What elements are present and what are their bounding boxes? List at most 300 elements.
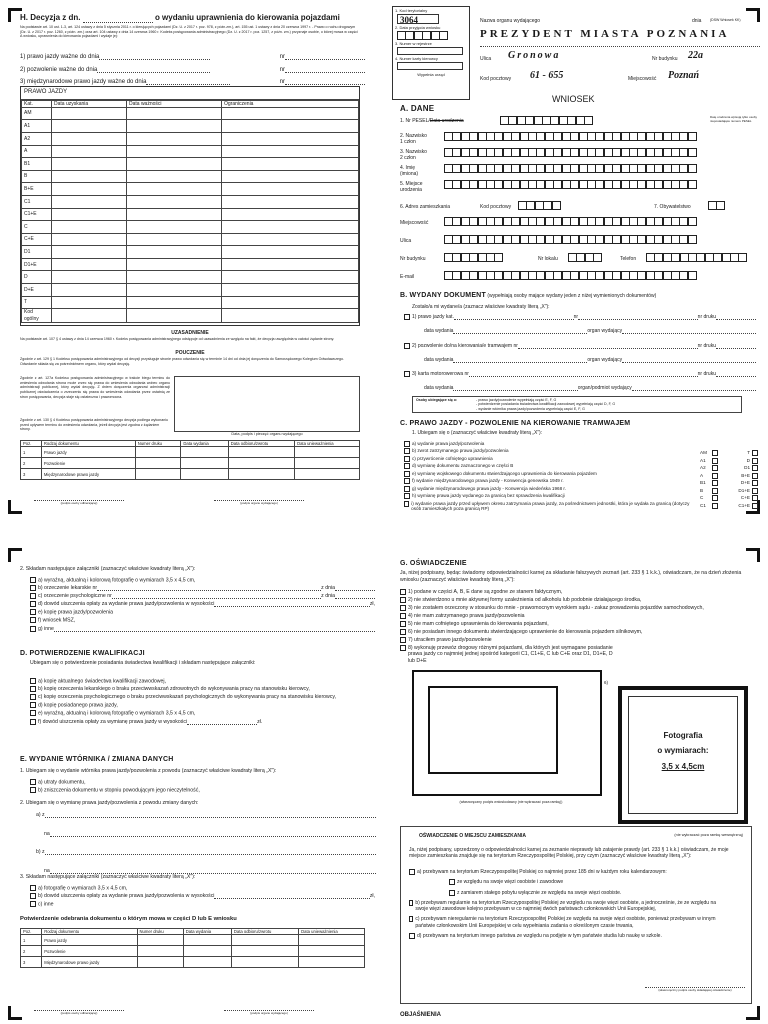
residence-box: OŚWIADCZENIE O MIEJSCU ZAMIESZKANIA (nie wykraczać poza ramkę wewnętrzną) Ja, niżej podpisany, uprzedzony o odpowiedzialności karnej za zeznanie nieprawdy lub zatajenie prawdy (art. 233 § 1 k.k.) oświadczam, że moje miejsce zamieszkania znajduje się na terytorium Rzeczypospolitej Polskiej, przy czym (zaznaczyć właściwe kwadraty literą „X”): a) przebywam na terytorium Rzeczypospolitej Polskiej co najmniej przez 185 dni w każdym roku kalendarzowym: ze względu na swoje więzi osobiste i zawodowe z zamiarem stałego pobytu wyłącznie ze względu na swoje więzi osobiste. b) przebywam regularnie na terytorium Rzeczypospolitej Polskiej ze względu na swoje więzi osobiste, a jednocześnie, że ze względu na swoje więzi zawodowe kolejno przebywam w co najmniej dwóch państwach członkowskich Unii Europejskiej, c) przebywam nieregularnie na terytorium Rzeczypospolitej Polskiej ze względu na swoje więzi osobiste, ponieważ przebywam w innym państwie członkowskim Unii Europejskiej w celu wypełniania zadania o określonym czasie trwania, d) przebywam na terytorium innego państwa ze względu na podjęte w tym państwie studia lub naukę w szkole. (własnoręczny podpis osoby składającej oświadczenie) — [400, 826, 752, 1004]
wniosek-title: WNIOSEK — [552, 94, 595, 104]
c-cat-checkbox[interactable] — [752, 458, 758, 464]
kod-terytorialny-value[interactable]: 3064 — [397, 14, 439, 24]
miejscowosc-boxes[interactable] — [444, 217, 696, 226]
c-cat-checkbox[interactable] — [712, 503, 718, 509]
label-imie: 4. Imię (imiona) — [400, 165, 419, 177]
doc-cell[interactable] — [183, 935, 231, 946]
category-code: C1 — [22, 195, 52, 208]
c-category-row — [700, 495, 760, 501]
g-item: 8) wykonuję przewóz drogowy różnymi pojazdami, dla których jest wymagane posiadanie prawa jazdy co najmniej jednej spośród kategorii C1, C1+E, C lub C+E oraz D1, D1+E, D lub D+E — [400, 645, 752, 665]
section-g-title: G. OŚWIADCZENIE — [400, 560, 467, 567]
category-cell[interactable] — [52, 284, 127, 297]
doc-row — [21, 458, 360, 469]
category-cell[interactable] — [127, 296, 222, 309]
reason-b-checkbox[interactable] — [30, 787, 36, 793]
doc-cell[interactable] — [181, 458, 228, 469]
category-cell[interactable] — [222, 233, 359, 246]
doc-poz: 2 — [21, 458, 42, 469]
category-row — [22, 120, 359, 133]
doc-cell[interactable] — [181, 447, 228, 458]
g-item: 1) podane w części A, B, E dane są zgodne ze stanem faktycznym, — [400, 589, 752, 596]
res-c-checkbox[interactable] — [409, 916, 413, 922]
label-miejsce: 5. Miejsce urodzenia — [400, 181, 423, 193]
doc-cell[interactable] — [228, 458, 294, 469]
doc-column-header: Numer druku — [135, 441, 181, 447]
signature-organ: (podpis organu wydającego) — [214, 500, 304, 506]
category-cell[interactable] — [222, 170, 359, 183]
category-row — [22, 284, 359, 297]
doc-cell[interactable] — [228, 469, 294, 480]
category-cell[interactable] — [52, 246, 127, 259]
section-b-title: B. WYDANY DOKUMENT (wypełniają osoby mające wydany jeden z niżej wymienionych dokumentów) — [400, 292, 657, 299]
category-cell[interactable] — [52, 158, 127, 171]
doc-poz: 3 — [21, 469, 42, 480]
att-e-checkbox[interactable] — [30, 609, 36, 615]
categories-table: Kat. Data uzyskania Data ważności Ograniczenia AM A1 A2 A B1 B B+E C1 C1+E C C+E D1 D1+E D D+E T Kod ogólny — [21, 100, 359, 323]
doc-cell[interactable] — [231, 935, 298, 946]
imie-boxes[interactable] — [444, 164, 696, 173]
g-item: 6) nie posiadam innego dokumentu stwierdzającego uprawnienie do kierowania pojazdem silnikowym, — [400, 629, 752, 636]
c-cat-checkbox[interactable] — [752, 480, 758, 486]
doc-row — [21, 447, 360, 458]
doc-poz: 1 — [21, 935, 42, 946]
c-item-checkbox[interactable] — [404, 501, 409, 507]
photo-frame[interactable]: Fotografia o wymiarach: 3,5 x 4,5cm — [618, 686, 748, 824]
category-cell[interactable] — [222, 132, 359, 145]
category-cell[interactable] — [127, 195, 222, 208]
g-item: 5) nie mam cofniętego uprawnienia do kierowania pojazdami, — [400, 621, 752, 628]
category-cell[interactable] — [222, 284, 359, 297]
category-row — [22, 132, 359, 145]
category-code: C+E — [22, 233, 52, 246]
doc-poz: 1 — [21, 447, 42, 458]
category-cell[interactable] — [127, 246, 222, 259]
miejsce-boxes[interactable] — [444, 180, 696, 189]
category-cell[interactable] — [127, 158, 222, 171]
doc-type: Międzynarodowe prawo jazdy — [41, 469, 135, 480]
section-h-items: 1) prawo jazdy ważne do dnia nr 2) pozwolenie ważne do dnia nr 3) międzynarodowe prawo jazdy ważne do dnia nr — [20, 54, 365, 87]
c-category-row — [700, 480, 760, 486]
doc-cell[interactable] — [228, 447, 294, 458]
c-cat-right: D — [734, 458, 760, 464]
organ-label: Nazwa organu wydającego — [480, 18, 541, 24]
c-cat-left: B1 — [700, 480, 720, 486]
c-cat-right: D+E — [734, 480, 760, 486]
doc-cell[interactable] — [183, 946, 231, 957]
valid-until-field[interactable] — [99, 54, 209, 60]
ulica-boxes[interactable] — [444, 235, 696, 244]
b2-checkbox[interactable] — [404, 343, 410, 349]
doc-column-header: Data wydania — [181, 441, 228, 447]
section-c-title: C. PRAWO JAZDY - POZWOLENIE NA KIEROWANIE TRAMWAJEM — [400, 420, 631, 427]
category-row — [22, 107, 359, 120]
doc-column-header: Data unieważnienia — [295, 441, 360, 447]
c-cat-checkbox[interactable] — [712, 488, 718, 494]
nazwisko1-boxes[interactable] — [444, 132, 696, 141]
ulica-value[interactable]: Gronowa — [508, 50, 561, 61]
label-nazwisko1: 2. Nazwisko 1 człon — [400, 133, 427, 145]
e-att-c-checkbox[interactable] — [30, 901, 36, 907]
doc-cell[interactable] — [135, 458, 181, 469]
item-miedzynarodowe: 3) międzynarodowe prawo jazdy ważne do dnia — [20, 79, 147, 85]
doc-column-header: Data odbioru/zwrotu — [231, 929, 298, 935]
category-cell[interactable] — [127, 284, 222, 297]
c-cat-checkbox[interactable] — [712, 480, 718, 486]
category-row — [22, 258, 359, 271]
g-item-checkbox[interactable] — [400, 589, 406, 595]
category-code: D — [22, 271, 52, 284]
category-cell[interactable] — [127, 233, 222, 246]
c-cat-left: A — [700, 473, 720, 479]
doc-row — [21, 957, 365, 968]
sections-e-d: 2. Składam następujące załączniki (zaznaczyć właściwe kwadraty literą „X”): a) wyraźną, aktualną i kolorową fotografię o wymiarach 3,5 x 4,5 cm, b) orzeczenie lekarskie nr z dnia c) orzeczenie psychologiczne nr z dnia d) dowód uiszczenia opłaty za wydanie prawa jazdy/pozwolenia w wysokości zł, e) kopię prawa jazdy/pozwolenia f) wniosek MSZ, g) inne D. POTWIERDZENIE KWALIFIKACJI Ubiegam się o potwierdzenie posiadania świadectwa kwalifikacji i składam następujące załączniki: a) kopię aktualnego świadectwa kwalifikacji zawodowej, b) kopię orzeczenia lekarskiego o braku przeciwwskazań zdrowotnych do wykonywania pracy na stanowisku kierowcy, c) kopię orzeczenia psychologicznego o braku przeciwwskazań psychologicznych do wykonywania pracy na stanowisku kierowcy, d) kopię posiadanego prawa jazdy, e) wyraźną, aktualną i kolorową fotografię o wymiarach 3,5 x 4,5 cm, f) dowód uiszczenia opłaty za wymianę prawa jazdy w wysokości zł. E. WYDANIE WTÓRNIKA / ZMIANA DANYCH 1. Ubiegam się o wydanie wtórnika prawa jazdy/pozwolenia z powodu (zaznaczyć właściwe kwadraty literą „X”): a) utraty dokumentu, b) zniszczenia dokumentu w stopniu powodującym jego nieczytelność, 2. Ubiegam się o wymianę prawa jazdy/pozwolenia z powodu zmiany danych: a) z na b) z na 3. Składam następujące załączniki (zaznaczyć właściwe kwadraty literą „X”): a) fotografię o wymiarach 3,5 x 4,5 cm, b) dowód uiszczenia opłaty za wydanie prawa jazdy/pozwolenia w wysokości zł, c) inne Potwierdzenie odebrania dokumentu o którym mowa w części D lub E wniosku Poz. Rodzaj dokumentu Numer druku Data wydania Data odbioru/zwrotu Data unieważnienia 1 Prawo jazdy 2 Pozwolenie 3 Międzynarodowe prawo jazdy (podpis osoby odbierającej) (podpis organu wydającego) — [20, 566, 375, 1015]
category-cell[interactable] — [52, 183, 127, 196]
uzasadnienie-text: Na podstawie art. 107 § 4 ustawy z dnia 14 czerwca 1960 r. Kodeks postępowania administracyjnego odstępuje od uzasadnienia ze względu na fakt, że decyzja uwzględnia w całości żądanie strony. — [20, 337, 335, 341]
section-e-attachments: a) fotografię o wymiarach 3,5 x 4,5 cm, b) dowód uiszczenia opłaty za wydanie prawa jazdy/pozwolenia w wysokości zł, c) inne — [30, 883, 375, 908]
c-cat-checkbox[interactable] — [712, 458, 718, 464]
documents-table-h — [20, 440, 360, 480]
c-cat-right: B+E — [734, 473, 760, 479]
category-cell[interactable] — [127, 309, 222, 323]
att-b-checkbox[interactable] — [30, 585, 36, 591]
b3-checkbox[interactable] — [404, 371, 410, 377]
category-cell[interactable] — [52, 145, 127, 158]
c-item: c) przywrócenie cofniętego uprawnienia — [404, 456, 694, 462]
category-cell[interactable] — [222, 145, 359, 158]
category-cell[interactable] — [222, 246, 359, 259]
category-code: D+E — [22, 284, 52, 297]
category-cell[interactable] — [222, 120, 359, 133]
c-item-checkbox[interactable] — [404, 463, 410, 469]
c-category-row — [700, 450, 760, 456]
c-item-checkbox[interactable] — [404, 486, 410, 492]
c-cat-right: D1 — [734, 465, 760, 471]
section-h — [14, 10, 382, 505]
category-code: B — [22, 170, 52, 183]
category-cell[interactable] — [52, 195, 127, 208]
doc-cell[interactable] — [231, 946, 298, 957]
signature-organ-e: (podpis organu wydającego) — [224, 1010, 314, 1016]
doc-cell[interactable] — [137, 935, 183, 946]
category-code: C — [22, 221, 52, 234]
category-cell[interactable] — [52, 258, 127, 271]
category-cell[interactable] — [52, 233, 127, 246]
nr-lokalu-boxes[interactable] — [568, 253, 602, 262]
doc-column-header: Poz. — [21, 441, 42, 447]
doc-cell[interactable] — [299, 935, 365, 946]
doc-column-header: Data odbioru/zwrotu — [228, 441, 294, 447]
c-cat-checkbox[interactable] — [752, 465, 758, 471]
res-a1-checkbox[interactable] — [449, 879, 455, 885]
category-cell[interactable] — [222, 107, 359, 120]
category-row — [22, 221, 359, 234]
category-cell[interactable] — [52, 208, 127, 221]
category-row — [22, 271, 359, 284]
category-cell[interactable] — [127, 183, 222, 196]
att-c-checkbox[interactable] — [30, 593, 36, 599]
category-code: AM — [22, 107, 52, 120]
b1-checkbox[interactable] — [404, 314, 410, 320]
numer-rejestru-field[interactable] — [397, 47, 463, 55]
reason-a-checkbox[interactable] — [30, 779, 36, 785]
nr-budynku-boxes[interactable] — [444, 253, 503, 262]
section-g-list — [400, 587, 752, 664]
category-row — [22, 208, 359, 221]
category-row — [22, 246, 359, 259]
telefon-boxes[interactable] — [646, 253, 747, 262]
category-row — [22, 158, 359, 171]
e-att-a-checkbox[interactable] — [30, 885, 36, 891]
category-cell[interactable] — [127, 107, 222, 120]
c-item-checkbox[interactable] — [404, 456, 410, 462]
category-cell[interactable] — [127, 120, 222, 133]
signature-caption: (własnoręczny podpis wnioskodawcy (nie wykraczać poza ramkę)) — [459, 800, 563, 804]
attachments-list: a) wyraźną, aktualną i kolorową fotografię o wymiarach 3,5 x 4,5 cm, b) orzeczenie lekarskie nr z dnia c) orzeczenie psychologiczne nr z dnia d) dowód uiszczenia opłaty za wydanie prawa jazdy/pozwolenia w wysokości zł, e) kopię prawa jazdy/pozwolenia f) wniosek MSZ, g) inne — [30, 575, 375, 632]
c-item: d) wymianę dokumentu zaznaczonego w części B — [404, 463, 694, 469]
osoby-box: Osoby ubiegające się o: - prawo jazdy/pozwolenie wypełniają część E, F, G - potwierdzenie posiadania świadectwa kwalifikacji zawodowej wypełniają część D, F, G - wydanie wtórnika prawa jazdy/pozwolenia wypełniają część E, F, G — [412, 396, 742, 413]
c-category-row — [700, 473, 760, 479]
signature-frame[interactable] — [412, 670, 602, 796]
c-cat-left: A1 — [700, 458, 720, 464]
item-prawo-jazdy: 1) prawo jazdy ważne do dnia — [20, 54, 100, 60]
category-cell[interactable] — [222, 309, 359, 323]
doc-cell[interactable] — [295, 458, 360, 469]
c-category-row — [700, 458, 760, 464]
c-item: a) wydanie prawa jazdy/pozwolenia — [404, 441, 694, 447]
doc-cell[interactable] — [135, 447, 181, 458]
category-code: D1 — [22, 246, 52, 259]
section-h-legal: Na podstawie art. 10 ust. 1-3, art. 124 ustawy z dnia 5 stycznia 2011 r. o kierujących pojazdami (Dz. U. z 2017 r. poz. 978, z późn.zm.), art. 155 ust. 1 ustawy z dnia 20 czerwca 1997 r. - Prawo o ruchu drogowym (Dz. U. z 2017 r. poz. 1260, z późn. zm.) oraz art. 104 ustawy z dnia 14 czerwca 1960 r. Kodeks postępowania administracyjnego (Dz. U. z 2017 r. poz. 1257, z późn. zm.) przyznaje osobie, o której mowa w części A wniosku, uprawnienia do kierowania pojazdami i wydaje jej: — [20, 25, 358, 39]
doc-type: Prawo jazdy — [42, 935, 137, 946]
doc-column-header: Numer druku — [137, 929, 183, 935]
c-item-checkbox[interactable] — [404, 478, 410, 484]
pouczenie-title: POUCZENIE — [175, 350, 205, 356]
d-d-checkbox[interactable] — [30, 702, 36, 708]
category-cell[interactable] — [222, 183, 359, 196]
category-cell[interactable] — [52, 132, 127, 145]
category-cell[interactable] — [127, 132, 222, 145]
c-cat-left: AM — [700, 450, 720, 456]
g-item-checkbox[interactable] — [400, 637, 406, 643]
c-cat-right: T — [734, 450, 760, 456]
category-row — [22, 145, 359, 158]
category-cell[interactable] — [52, 170, 127, 183]
c-item: i) wydanie prawa jazdy przed upływem okresu zatrzymania prawa jazdy, za pośrednictwem jednostki, która je wydała za granicą (dotyczy osób zamieszkałych poza granicą RP) — [404, 501, 694, 512]
pouczenie-2: Zgodnie z art. 127a Kodeksu postępowania administracyjnego w trakcie biegu terminu do wniesienia odwołania strona może zrzec się prawa do wniesienia odwołania wobec organu administracji publicznej, który wydał decyzję. Z dniem doręczenia organowi administracji publicznej oświadczenia o zrzeczeniu się prawa do wniesienia odwołania przez ostatnią ze stron postępowania, decyzja staje się ostateczna i prawomocna. — [20, 376, 170, 399]
c-item-checkbox[interactable] — [404, 441, 410, 447]
doc-column-header: Rodzaj dokumentu — [42, 929, 137, 935]
section-d-title: D. POTWIERDZENIE KWALIFIKACJI — [20, 650, 145, 657]
pesel-label: 1. Nr PESEL/Data urodzenia — [400, 118, 464, 124]
c-item-checkbox[interactable] — [404, 448, 410, 454]
section-a-title: A. DANE — [400, 104, 435, 113]
category-row — [22, 183, 359, 196]
zmiana-danych: a) z na b) z na — [36, 812, 376, 874]
category-cell[interactable] — [52, 221, 127, 234]
category-cell[interactable] — [222, 296, 359, 309]
g-item-checkbox[interactable] — [400, 629, 406, 635]
section-c-categories — [700, 450, 760, 510]
pesel-boxes[interactable] — [500, 116, 592, 125]
doc-column-header: Poz. — [21, 929, 42, 935]
doc-cell[interactable] — [295, 469, 360, 480]
reasons-list: a) utraty dokumentu, b) zniszczenia dokumentu w stopniu powodującym jego nieczytelność, — [30, 777, 200, 794]
category-cell[interactable] — [222, 158, 359, 171]
doc-cell[interactable] — [231, 957, 298, 968]
section-h-title: H. Decyzja z dn. o wydaniu uprawnienia do kierowania pojazdami — [20, 13, 340, 22]
email-boxes[interactable] — [444, 271, 696, 280]
pouczenie-3: Zgodnie z art. 130 § 4 Kodeksu postępowania administracyjnego decyzja podlega wykonaniu przed upływem terminu do wniesienia odwołania, jeżeli decyzja jest zgodna z żądaniem strony. — [20, 418, 169, 432]
residence-options: a) przebywam na terytorium Rzeczypospolitej Polskiej co najmniej przez 185 dni w każdym roku kalendarzowym: ze względu na swoje więzi osobiste i zawodowe z zamiarem stałego pobytu wyłącznie ze względu na swoje więzi osobiste. b) przebywam regularnie na terytorium Rzeczypospolitej Polskiej ze względu na swoje więzi osobiste, a jednocześnie, że ze względu na swoje więzi zawodowe kolejno przebywam w co najmniej dwóch państwach członkowskich Unii Europejskiej, c) przebywam nieregularnie na terytorium Rzeczypospolitej Polskiej ze względu na swoje więzi osobiste, ponieważ przebywam w innym państwie członkowskim Unii Europejskiej w celu wypełniania zadania o określonym czasie trwania, d) przebywam na terytorium innego państwa ze względu na podjęte w tym państwie studia lub naukę w szkole. — [409, 869, 729, 939]
data-przyjecia-boxes[interactable] — [397, 31, 447, 40]
doc-cell[interactable] — [299, 946, 365, 957]
c-item: b) zwrot zatrzymanego prawa jazdy/pozwolenia — [404, 448, 694, 454]
g-item-checkbox[interactable] — [400, 621, 406, 627]
c-item: g) wydanie międzynarodowego prawa jazdy - Konwencja wiedeńska 1968 r. — [404, 486, 694, 492]
e-att-b-checkbox[interactable] — [30, 893, 36, 899]
adres-kod-boxes[interactable] — [518, 201, 560, 210]
signature-receiver: (podpis osoby odbierającej) — [34, 500, 124, 506]
pouczenie-1: Zgodnie z art. 129 § 1 Kodeksu postępowania administracyjnego od decyzji przysługuje stronie prawo odwołania się w terminie 14 dni od dnia jej doręczenia do Samorządowego Kolegium Odwoławczego. Odwołanie składa się za pośrednictwem organu, który wydał decyzję. — [20, 357, 345, 366]
res-a2-checkbox[interactable] — [449, 890, 455, 896]
d-b-checkbox[interactable] — [30, 686, 36, 692]
att-d-checkbox[interactable] — [30, 601, 36, 607]
c-cat-left: C — [700, 495, 720, 501]
signature-receiver-e: (podpis osoby odbierającej) — [34, 1010, 124, 1016]
category-cell[interactable] — [52, 107, 127, 120]
category-cell[interactable] — [127, 145, 222, 158]
c-category-row — [700, 503, 760, 509]
d-c-checkbox[interactable] — [30, 694, 36, 700]
sections-g: G. OŚWIADCZENIE Ja, niżej podpisany, będąc świadomy odpowiedzialności karnej za składanie fałszywych zeznań (art. 233 § 1 k.k.), oświadczam, że na dzień złożenia wniosku (zaznaczyć właściwe kwadraty literą „X”): 1) podane w części A, B, E dane są zgodne ze stanem faktycznym, 2) nie stwierdzono u mnie aktywnej formy uzależnienia od alkoholu lub podobnie działającego środka, 3) nie zostałem orzeczony w stosunku do mnie - prawomocnym wyrokiem sądu - zakaz prowadzenia pojazdów samochodowych, 4) nie mam zatrzymanego prawa jazdy/pozwolenia 5) nie mam cofniętego uprawnienia do kierowania pojazdami, 6) nie posiadam innego dokumentu stwierdzającego uprawnienie do kierowania pojazdem silnikowym, 7) utraciłem prawo jazdy/pozwolenie 8) wykonuję przewóz drogowy różnymi pojazdami, dla których jest wymagane posiadanie prawa jazdy co najmniej jednej spośród kategorii C1, C1+E, C lub C+E oraz D1, D1+E, D lub D+E 6) Fotografia o wymiarach: 3,5 x 4,5cm (własnoręczny podpis wnioskodawcy (nie wykraczać poza ramkę)) OŚWIADCZENIE O MIEJSCU ZAMIESZKANIA (nie wykraczać poza ramkę wewnętrzną) Ja, niżej podpisany, uprzedzony o odpowiedzialności karnej za zeznanie nieprawdy lub zatajenie prawdy (art. 233 § 1 k.k.) oświadczam, że moje miejsce zamieszkania znajduje się na terytorium Rzeczypospolitej Polskiej, przy czym (zaznaczyć właściwe kwadraty literą „X”): a) przebywam na terytorium Rzeczypospolitej Polskiej co najmniej przez 185 dni w każdym roku kalendarzowym: ze względu na swoje więzi osobiste i zawodowe z zamiarem stałego pobytu wyłącznie ze względu na swoje więzi osobiste. b) przebywam regularnie na terytorium Rzeczypospolitej Polskiej ze względu na swoje więzi osobiste, a jednocześnie, że ze względu na swoje więzi zawodowe kolejno przebywam w co najmniej dwóch państwach członkowskich Unii Europejskiej, c) przebywam nieregularnie na terytorium Rzeczypospolitej Polskiej ze względu na swoje więzi osobiste, ponieważ przebywam w innym państwie członkowskim Unii Europejskiej w celu wypełniania zadania o określonym czasie trwania, d) przebywam na terytorium innego państwa ze względu na podjęte w tym państwie studia lub naukę w szkole. (własnoręczny podpis osoby składającej oświadczenie) OBJAŚNIENIA — [392, 556, 762, 1024]
doc-cell[interactable] — [183, 957, 231, 968]
nr-budynku-value[interactable]: 22a — [688, 50, 703, 61]
category-code: B+E — [22, 183, 52, 196]
potwierdzenie-title: Potwierdzenie odebrania dokumentu o którym mowa w części D lub E wniosku — [20, 916, 237, 922]
c-cat-checkbox[interactable] — [712, 465, 718, 471]
category-cell[interactable] — [52, 120, 127, 133]
att-a-checkbox[interactable] — [30, 577, 36, 583]
c-cat-checkbox[interactable] — [752, 503, 758, 509]
organ-name[interactable]: PREZYDENT MIASTA POZNANIA — [480, 28, 730, 40]
c-cat-checkbox[interactable] — [712, 450, 718, 456]
doc-cell[interactable] — [137, 957, 183, 968]
c-item: f) wydanie międzynarodowego prawa jazdy - Konwencja genewska 1949 r. — [404, 478, 694, 484]
g-item-checkbox[interactable] — [400, 605, 406, 611]
c-category-row — [700, 465, 760, 471]
category-cell[interactable] — [52, 309, 127, 323]
doc-cell[interactable] — [181, 469, 228, 480]
miejscowosc-value[interactable]: Poznań — [668, 70, 700, 81]
category-code: D1+E — [22, 258, 52, 271]
category-code: A — [22, 145, 52, 158]
category-code: C1+E — [22, 208, 52, 221]
category-cell[interactable] — [52, 296, 127, 309]
category-code: B1 — [22, 158, 52, 171]
c-item: h) wymianę prawa jazdy wydanego za granicą bez sprawdzenia kwalifikacji — [404, 493, 694, 499]
res-d-checkbox[interactable] — [409, 933, 415, 939]
doc-cell[interactable] — [135, 469, 181, 480]
c-item-checkbox[interactable] — [404, 493, 410, 499]
objasnienia-title: OBJAŚNIENIA — [400, 1012, 442, 1018]
office-use-box: 1. Kod terytorialny 3064 2. Data przyjęcia wniosku 3. Numer w rejestrze 4. Numer karty kierowcy Wypełnia urząd — [392, 6, 470, 100]
section-b-list: 1) prawo jazdy kat. nr nr druku data wydania organ wydający 2) pozwolenie do/na kierowania/e tramwajem nr nr druku data wydania organ wydający 3) karta motorowerowa nr nr druku data wydania organ/podmiot wydający — [404, 314, 756, 392]
c-cat-right: C+E — [734, 495, 760, 501]
category-cell[interactable] — [127, 258, 222, 271]
res-a-checkbox[interactable] — [409, 869, 415, 875]
c-cat-checkbox[interactable] — [712, 495, 718, 501]
category-cell[interactable] — [222, 271, 359, 284]
doc-type: Pozwolenie — [41, 458, 135, 469]
residence-signature: (własnoręczny podpis osoby składającej oświadczenie) — [645, 987, 745, 993]
category-cell[interactable] — [52, 271, 127, 284]
doc-type: Międzynarodowe prawo jazdy — [42, 957, 137, 968]
c-cat-checkbox[interactable] — [752, 473, 758, 479]
c-item-checkbox[interactable] — [404, 471, 410, 477]
d-e-checkbox[interactable] — [30, 710, 36, 716]
c-item: e) wymianę wojskowego dokumentu stwierdzającego uprawnienia do kierowania pojazdem — [404, 471, 694, 477]
c-cat-right: D1+E — [734, 488, 760, 494]
d-a-checkbox[interactable] — [30, 678, 36, 684]
c-cat-checkbox[interactable] — [752, 495, 758, 501]
doc-poz: 2 — [21, 946, 42, 957]
g-item: 7) utraciłem prawo jazdy/pozwolenie — [400, 637, 752, 644]
kod-pocztowy-value[interactable]: 61 - 655 — [530, 70, 564, 81]
c-cat-checkbox[interactable] — [712, 473, 718, 479]
res-b-checkbox[interactable] — [409, 900, 413, 906]
category-cell[interactable] — [127, 271, 222, 284]
doc-cell[interactable] — [299, 957, 365, 968]
att-f-checkbox[interactable] — [30, 617, 36, 623]
g-item-checkbox[interactable] — [400, 645, 406, 651]
category-row — [22, 233, 359, 246]
stamp-box[interactable] — [174, 376, 360, 432]
numer-karty-field[interactable] — [397, 62, 463, 70]
category-cell[interactable] — [222, 208, 359, 221]
category-cell[interactable] — [127, 170, 222, 183]
category-cell[interactable] — [127, 221, 222, 234]
doc-cell[interactable] — [137, 946, 183, 957]
section-c-list — [404, 439, 694, 512]
c-cat-left: B — [700, 488, 720, 494]
documents-table-e — [20, 928, 365, 968]
doc-cell[interactable] — [295, 447, 360, 458]
g-item-checkbox[interactable] — [400, 613, 406, 619]
category-cell[interactable] — [222, 195, 359, 208]
c-cat-checkbox[interactable] — [752, 488, 758, 494]
doc-column-header: Data unieważnienia — [299, 929, 365, 935]
category-row — [22, 296, 359, 309]
category-code: T — [22, 296, 52, 309]
category-code: Kod ogólny — [22, 309, 52, 323]
category-code: A1 — [22, 120, 52, 133]
doc-type: Pozwolenie — [42, 946, 137, 957]
obywatelstwo-boxes[interactable] — [708, 201, 725, 210]
doc-poz: 3 — [21, 957, 42, 968]
section-e-title: E. WYDANIE WTÓRNIKA / ZMIANA DANYCH — [20, 756, 174, 763]
d-f-checkbox[interactable] — [30, 719, 36, 725]
doc-row — [21, 935, 365, 946]
g-item-checkbox[interactable] — [400, 597, 406, 603]
category-cell[interactable] — [222, 221, 359, 234]
category-cell[interactable] — [127, 208, 222, 221]
att-g-checkbox[interactable] — [30, 626, 36, 632]
nazwisko2-boxes[interactable] — [444, 148, 696, 157]
category-cell[interactable] — [222, 258, 359, 271]
c-cat-checkbox[interactable] — [752, 450, 758, 456]
section-d-list: a) kopię aktualnego świadectwa kwalifikacji zawodowej, b) kopię orzeczenia lekarskiego o braku przeciwwskazań zdrowotnych do wykonywania pracy na stanowisku kierowcy, c) kopię orzeczenia psychologicznego o braku przeciwwskazań psychologicznych do wykonywania pracy na stanowisku kierowcy, d) kopię posiadanego prawa jazdy, e) wyraźną, aktualną i kolorową fotografię o wymiarach 3,5 x 4,5 cm, f) dowód uiszczenia opłaty za wymianę prawa jazdy w wysokości zł. — [30, 676, 375, 725]
c-cat-left: A2 — [700, 465, 720, 471]
